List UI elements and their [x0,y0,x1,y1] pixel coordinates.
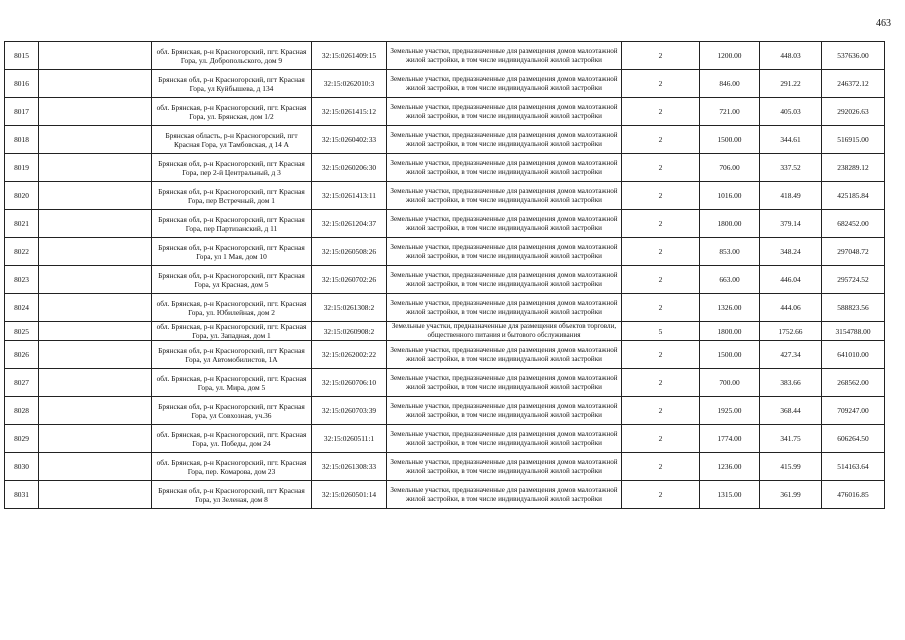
table-row [5,70,885,98]
cadastral-value-cell: 3154788.00 [822,322,885,341]
unit-value-cell: 383.66 [760,369,822,397]
unit-value-cell: 368.44 [760,397,822,425]
area-cell: 663.00 [700,266,760,294]
cadastral-number-cell: 32:15:0260511:1 [312,425,387,453]
address-cell: Брянская обл, р-н Красногорский, пгт Красная Гора, ул 1 Мая, дом 10 [152,238,312,266]
unit-value-cell: 427.34 [760,341,822,369]
blank-cell [39,98,152,126]
table-row [5,210,885,238]
row-number: 8027 [5,369,39,397]
group-code-cell: 2 [622,481,700,509]
table-row [5,369,885,397]
group-code-cell: 2 [622,341,700,369]
land-use-cell: Земельные участки, предназначенные для размещения объектов торговли, общественного питания и бытового обслуживания [387,322,622,341]
row-number: 8023 [5,266,39,294]
group-code-cell: 5 [622,322,700,341]
area-cell: 1925.00 [700,397,760,425]
unit-value-cell: 379.14 [760,210,822,238]
row-number: 8016 [5,70,39,98]
blank-cell [39,210,152,238]
row-number: 8020 [5,182,39,210]
unit-value-cell: 418.49 [760,182,822,210]
area-cell: 1500.00 [700,341,760,369]
group-code-cell: 2 [622,369,700,397]
unit-value-cell: 348.24 [760,238,822,266]
blank-cell [39,369,152,397]
land-use-cell: Земельные участки, предназначенные для размещения домов малоэтажной жилой застройки, в том числе индивидуальной жилой застройки [387,481,622,509]
table-row [5,126,885,154]
blank-cell [39,266,152,294]
table-row [5,238,885,266]
address-cell: обл. Брянская, р-н Красногорский, пгт. Красная Гора, ул. Мира, дом 5 [152,369,312,397]
land-use-cell: Земельные участки, предназначенные для размещения домов малоэтажной жилой застройки, в том числе индивидуальной жилой застройки [387,70,622,98]
cadastral-value-cell: 297048.72 [822,238,885,266]
unit-value-cell: 344.61 [760,126,822,154]
table-row [5,341,885,369]
land-use-cell: Земельные участки, предназначенные для размещения домов малоэтажной жилой застройки, в том числе индивидуальной жилой застройки [387,341,622,369]
land-use-cell: Земельные участки, предназначенные для размещения домов малоэтажной жилой застройки, в том числе индивидуальной жилой застройки [387,266,622,294]
area-cell: 1016.00 [700,182,760,210]
address-cell: обл. Брянская, р-н Красногорский, пгт. Красная Гора, ул. Юбилейная, дом 2 [152,294,312,322]
address-cell: Брянская область, р-н Красногорский, пгт Красная Гора, ул Тамбовская, д 14 А [152,126,312,154]
blank-cell [39,397,152,425]
address-cell: Брянская обл, р-н Красногорский, пгт Красная Гора, ул Красная, дом 5 [152,266,312,294]
address-cell: обл. Брянская, р-н Красногорский, пгт. Красная Гора, ул. Добропольского, дом 9 [152,42,312,70]
cadastral-value-cell: 476016.85 [822,481,885,509]
area-cell: 706.00 [700,154,760,182]
row-number: 8031 [5,481,39,509]
table-row [5,322,885,341]
cadastral-number-cell: 32:15:0261204:37 [312,210,387,238]
blank-cell [39,70,152,98]
unit-value-cell: 291.22 [760,70,822,98]
cadastral-number-cell: 32:15:0260702:26 [312,266,387,294]
page-number: 463 [876,18,891,29]
blank-cell [39,154,152,182]
blank-cell [39,238,152,266]
table-row [5,453,885,481]
table-row [5,98,885,126]
cadastral-number-cell: 32:15:0260508:26 [312,238,387,266]
land-use-cell: Земельные участки, предназначенные для размещения домов малоэтажной жилой застройки, в том числе индивидуальной жилой застройки [387,154,622,182]
unit-value-cell: 448.03 [760,42,822,70]
area-cell: 700.00 [700,369,760,397]
cadastral-number-cell: 32:15:0260706:10 [312,369,387,397]
address-cell: Брянская обл, р-н Красногорский, пгт Красная Гора, ул Совхозная, уч.36 [152,397,312,425]
row-number: 8021 [5,210,39,238]
land-use-cell: Земельные участки, предназначенные для размещения домов малоэтажной жилой застройки, в том числе индивидуальной жилой застройки [387,238,622,266]
cadastral-value-cell: 292026.63 [822,98,885,126]
row-number: 8028 [5,397,39,425]
cadastral-number-cell: 32:15:0262010:3 [312,70,387,98]
unit-value-cell: 405.03 [760,98,822,126]
table-row [5,42,885,70]
cadastral-value-cell: 268562.00 [822,369,885,397]
land-use-cell: Земельные участки, предназначенные для размещения домов малоэтажной жилой застройки, в том числе индивидуальной жилой застройки [387,425,622,453]
cadastral-number-cell: 32:15:0262002:22 [312,341,387,369]
cadastral-value-cell: 682452.00 [822,210,885,238]
group-code-cell: 2 [622,70,700,98]
area-cell: 846.00 [700,70,760,98]
row-number: 8026 [5,341,39,369]
table-row [5,154,885,182]
address-cell: Брянская обл, р-н Красногорский, пгт Красная Гора, пер 2-й Центральный, д 3 [152,154,312,182]
cadastral-value-cell: 295724.52 [822,266,885,294]
area-cell: 1326.00 [700,294,760,322]
cadastral-number-cell: 32:15:0261308:33 [312,453,387,481]
cadastral-value-cell: 537636.00 [822,42,885,70]
row-number: 8019 [5,154,39,182]
address-cell: Брянская обл, р-н Красногорский, пгт Красная Гора, ул Куйбышева, д 134 [152,70,312,98]
land-use-cell: Земельные участки, предназначенные для размещения домов малоэтажной жилой застройки, в том числе индивидуальной жилой застройки [387,294,622,322]
blank-cell [39,322,152,341]
cadastral-value-cell: 709247.00 [822,397,885,425]
blank-cell [39,341,152,369]
land-registry-table [4,41,885,509]
group-code-cell: 2 [622,294,700,322]
cadastral-number-cell: 32:15:0261308:2 [312,294,387,322]
blank-cell [39,294,152,322]
land-use-cell: Земельные участки, предназначенные для размещения домов малоэтажной жилой застройки, в том числе индивидуальной жилой застройки [387,182,622,210]
blank-cell [39,182,152,210]
blank-cell [39,126,152,154]
table-row [5,294,885,322]
land-use-cell: Земельные участки, предназначенные для размещения домов малоэтажной жилой застройки, в том числе индивидуальной жилой застройки [387,42,622,70]
row-number: 8015 [5,42,39,70]
address-cell: Брянская обл, р-н Красногорский, пгт Красная Гора, пер Встречный, дом 1 [152,182,312,210]
row-number: 8017 [5,98,39,126]
row-number: 8018 [5,126,39,154]
group-code-cell: 2 [622,266,700,294]
land-use-cell: Земельные участки, предназначенные для размещения домов малоэтажной жилой застройки, в том числе индивидуальной жилой застройки [387,397,622,425]
unit-value-cell: 361.99 [760,481,822,509]
area-cell: 721.00 [700,98,760,126]
cadastral-number-cell: 32:15:0261409:15 [312,42,387,70]
table-row [5,182,885,210]
table-row [5,425,885,453]
land-use-cell: Земельные участки, предназначенные для размещения домов малоэтажной жилой застройки, в том числе индивидуальной жилой застройки [387,453,622,481]
cadastral-number-cell: 32:15:0261415:12 [312,98,387,126]
cadastral-value-cell: 516915.00 [822,126,885,154]
cadastral-value-cell: 606264.50 [822,425,885,453]
row-number: 8029 [5,425,39,453]
row-number: 8025 [5,322,39,341]
cadastral-number-cell: 32:15:0260908:2 [312,322,387,341]
cadastral-value-cell: 514163.64 [822,453,885,481]
address-cell: Брянская обл, р-н Красногорский, пгт Красная Гора, ул Автомобилистов, 1А [152,341,312,369]
blank-cell [39,425,152,453]
blank-cell [39,481,152,509]
group-code-cell: 2 [622,126,700,154]
land-use-cell: Земельные участки, предназначенные для размещения домов малоэтажной жилой застройки, в том числе индивидуальной жилой застройки [387,98,622,126]
land-use-cell: Земельные участки, предназначенные для размещения домов малоэтажной жилой застройки, в том числе индивидуальной жилой застройки [387,369,622,397]
table-row [5,266,885,294]
cadastral-value-cell: 246372.12 [822,70,885,98]
cadastral-number-cell: 32:15:0261413:11 [312,182,387,210]
group-code-cell: 2 [622,210,700,238]
cadastral-value-cell: 641010.00 [822,341,885,369]
cadastral-value-cell: 425185.84 [822,182,885,210]
table-row [5,481,885,509]
unit-value-cell: 1752.66 [760,322,822,341]
area-cell: 1800.00 [700,322,760,341]
group-code-cell: 2 [622,154,700,182]
area-cell: 1236.00 [700,453,760,481]
group-code-cell: 2 [622,42,700,70]
unit-value-cell: 337.52 [760,154,822,182]
area-cell: 1774.00 [700,425,760,453]
table-body [5,42,885,509]
unit-value-cell: 444.06 [760,294,822,322]
area-cell: 1200.00 [700,42,760,70]
unit-value-cell: 446.04 [760,266,822,294]
blank-cell [39,453,152,481]
group-code-cell: 2 [622,397,700,425]
land-use-cell: Земельные участки, предназначенные для размещения домов малоэтажной жилой застройки, в том числе индивидуальной жилой застройки [387,126,622,154]
cadastral-number-cell: 32:15:0260501:14 [312,481,387,509]
group-code-cell: 2 [622,238,700,266]
cadastral-number-cell: 32:15:0260206:30 [312,154,387,182]
area-cell: 1500.00 [700,126,760,154]
cadastral-value-cell: 238289.12 [822,154,885,182]
address-cell: обл. Брянская, р-н Красногорский, пгт. Красная Гора, ул. Брянская, дом 1/2 [152,98,312,126]
group-code-cell: 2 [622,182,700,210]
group-code-cell: 2 [622,453,700,481]
cadastral-value-cell: 588823.56 [822,294,885,322]
unit-value-cell: 341.75 [760,425,822,453]
unit-value-cell: 415.99 [760,453,822,481]
area-cell: 1315.00 [700,481,760,509]
row-number: 8024 [5,294,39,322]
blank-cell [39,42,152,70]
row-number: 8030 [5,453,39,481]
address-cell: обл. Брянская, р-н Красногорский, пгт. Красная Гора, ул. Западная, дом 1 [152,322,312,341]
address-cell: Брянская обл, р-н Красногорский, пгт Красная Гора, пер Партизанский, д 11 [152,210,312,238]
address-cell: Брянская обл, р-н Красногорский, пгт Красная Гора, ул Зеленая, дом 8 [152,481,312,509]
address-cell: обл. Брянская, р-н Красногорский, пгт. Красная Гора, пер. Комарова, дом 23 [152,453,312,481]
address-cell: обл. Брянская, р-н Красногорский, пгт. Красная Гора, ул. Победы, дом 24 [152,425,312,453]
group-code-cell: 2 [622,98,700,126]
land-use-cell: Земельные участки, предназначенные для размещения домов малоэтажной жилой застройки, в том числе индивидуальной жилой застройки [387,210,622,238]
area-cell: 1800.00 [700,210,760,238]
group-code-cell: 2 [622,425,700,453]
cadastral-number-cell: 32:15:0260703:39 [312,397,387,425]
table-row [5,397,885,425]
cadastral-number-cell: 32:15:0260402:33 [312,126,387,154]
area-cell: 853.00 [700,238,760,266]
row-number: 8022 [5,238,39,266]
